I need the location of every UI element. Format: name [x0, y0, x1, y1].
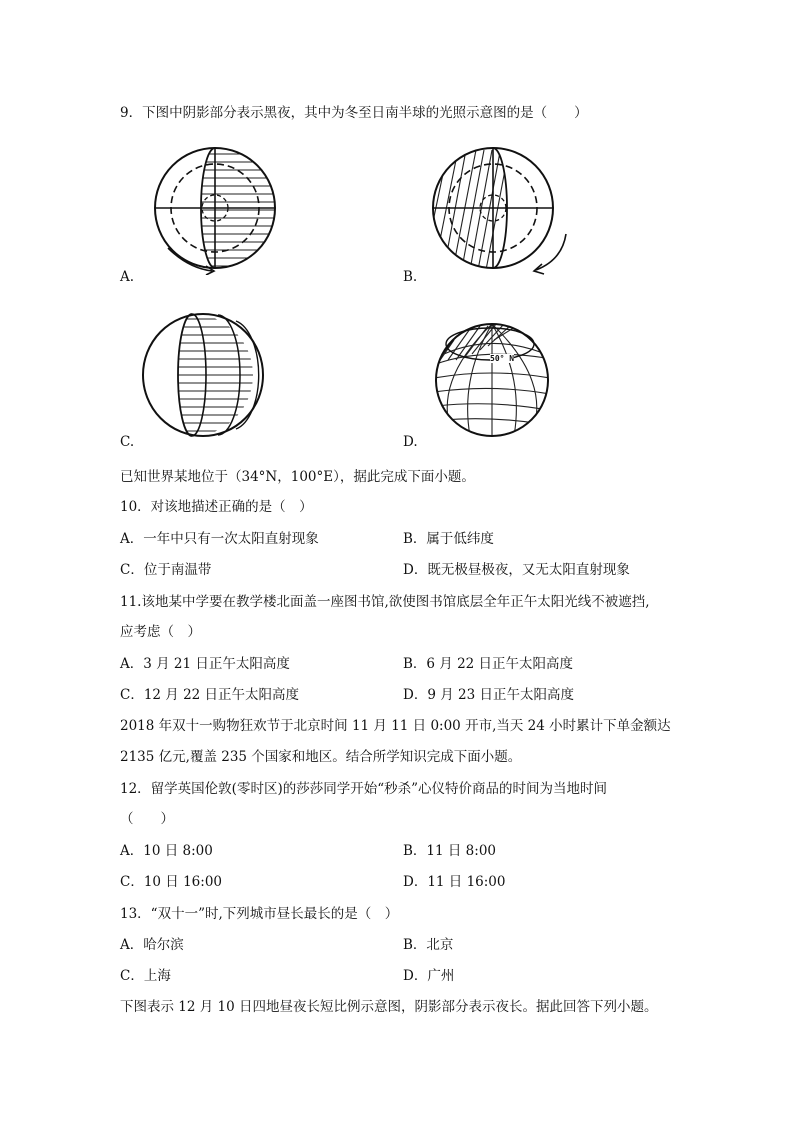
question-10-option-a: A．一年中只有一次太阳直射现象 [120, 531, 319, 547]
question-12-option-c: C．10 日 16:00 [120, 874, 222, 890]
question-11-stem-line2: 应考虑（ ） [120, 624, 201, 640]
figure-b [418, 140, 578, 275]
question-10-option-b: B．属于低纬度 [403, 531, 494, 547]
figure-d-latitude-label: 50° N [490, 354, 515, 363]
question-11-stem-line1: 11.该地某中学要在教学楼北面盖一座图书馆,欲使图书馆底层全年正午太阳光线不被遮挡, [120, 594, 650, 610]
figure-d-label: D. [403, 434, 418, 450]
figure-a [140, 140, 290, 275]
figure-d [430, 318, 555, 443]
question-12-option-b: B．11 日 8:00 [403, 843, 496, 859]
figure-b-label: B. [403, 269, 418, 285]
figure-a-label: A. [120, 269, 135, 285]
question-13-option-d: D．广州 [403, 968, 455, 984]
question-12-stem-line2: （ ） [120, 811, 174, 827]
question-12-stem-line1: 12．留学英国伦敦(零时区)的莎莎同学开始“秒杀”心仪特价商品的时间为当地时间 [120, 781, 608, 797]
question-11-option-b: B．6 月 22 日正午太阳高度 [403, 656, 574, 672]
intro-q12-q13-line1: 2018 年双十一购物狂欢节于北京时间 11 月 11 日 0:00 开市,当天 24 小时累计下单金额达 [120, 718, 671, 734]
question-10-stem: 10．对该地描述正确的是（ ） [120, 499, 313, 515]
question-9-stem: 9．下图中阴影部分表示黑夜，其中为冬至日南半球的光照示意图的是（ ） [120, 105, 588, 121]
intro-q14: 下图表示 12 月 10 日四地昼夜长短比例示意图，阴影部分表示夜长。据此回答下列小题。 [120, 999, 658, 1015]
figure-c-label: C. [120, 434, 135, 450]
question-11-option-a: A．3 月 21 日正午太阳高度 [120, 656, 290, 672]
figure-c [140, 305, 280, 440]
question-11-option-d: D．9 月 23 日正午太阳高度 [403, 687, 574, 703]
intro-q12-q13-line2: 2135 亿元,覆盖 235 个国家和地区。结合所学知识完成下面小题。 [120, 749, 522, 765]
question-11-option-c: C．12 月 22 日正午太阳高度 [120, 687, 300, 703]
question-13-option-c: C．上海 [120, 968, 171, 984]
figure-b-globe [418, 140, 578, 275]
question-12-option-a: A．10 日 8:00 [120, 843, 213, 859]
figure-c-globe [140, 305, 280, 440]
question-13-option-a: A．哈尔滨 [120, 937, 184, 953]
question-12-option-d: D．11 日 16:00 [403, 874, 506, 890]
question-10-option-c: C．位于南温带 [120, 562, 212, 578]
figure-a-globe [140, 140, 290, 275]
figure-d-globe [430, 318, 555, 443]
question-10-option-d: D．既无极昼极夜，又无太阳直射现象 [403, 562, 630, 578]
question-13-option-b: B．北京 [403, 937, 454, 953]
question-13-stem: 13．“双十一”时,下列城市昼长最长的是（ ） [120, 906, 399, 922]
intro-q10-q11: 已知世界某地位于（34°N，100°E），据此完成下面小题。 [120, 469, 475, 485]
